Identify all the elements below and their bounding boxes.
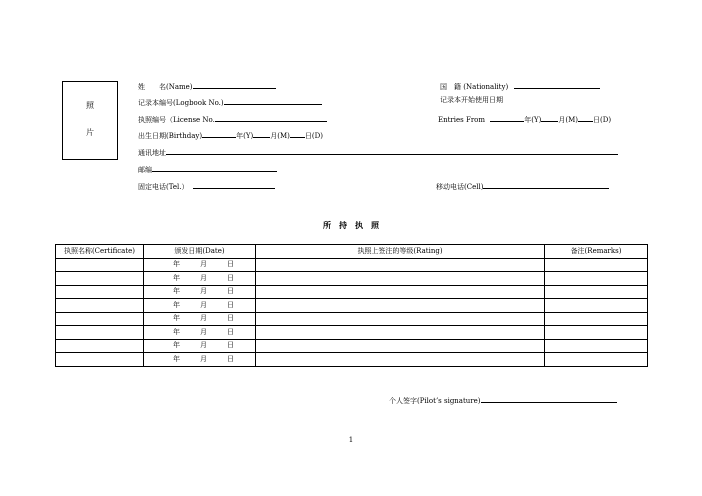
header-date: 颁发日期(Date) <box>144 245 256 259</box>
rating-cell[interactable] <box>256 326 545 340</box>
nationality-field[interactable] <box>514 81 600 89</box>
date-cell[interactable] <box>144 339 256 353</box>
certificate-cell[interactable] <box>56 299 144 313</box>
postcode-label: 邮编 <box>138 166 152 174</box>
license-field[interactable] <box>215 114 327 122</box>
remarks-cell[interactable] <box>545 353 648 367</box>
remarks-cell[interactable] <box>545 299 648 313</box>
remarks-cell[interactable] <box>545 272 648 286</box>
certificate-cell[interactable] <box>56 326 144 340</box>
logbook-row <box>138 97 322 107</box>
date-day-label: 日 <box>227 314 234 323</box>
date-month-label: 月 <box>200 327 207 336</box>
date-cell[interactable] <box>144 299 256 313</box>
tel-row <box>138 181 275 191</box>
birthday-month-label: 月(M) <box>270 132 290 140</box>
table-row <box>56 312 648 326</box>
entries-year-field[interactable] <box>490 114 524 122</box>
signature-field[interactable] <box>481 395 617 403</box>
date-month-label: 月 <box>200 354 207 363</box>
entries-month-label: 月(M) <box>558 116 578 124</box>
date-day-label: 日 <box>227 260 234 269</box>
logbook-start-label: 记录本开始使用日期 <box>440 96 503 104</box>
date-day-label: 日 <box>227 354 234 363</box>
postcode-row <box>138 164 277 174</box>
date-year-label: 年 <box>173 300 180 309</box>
entries-from-label: Entries From <box>438 116 486 124</box>
cell-row <box>436 181 609 191</box>
table-row <box>56 353 648 367</box>
birthday-day-label: 日(D) <box>304 132 323 140</box>
rating-cell[interactable] <box>256 299 545 313</box>
date-year-label: 年 <box>173 260 180 269</box>
licenses-table <box>55 244 648 367</box>
certificate-cell[interactable] <box>56 312 144 326</box>
entries-from-row <box>438 114 611 124</box>
certificate-cell[interactable] <box>56 258 144 272</box>
logbook-field[interactable] <box>224 97 322 105</box>
date-cell[interactable] <box>144 258 256 272</box>
header-remarks: 备注(Remarks) <box>545 245 648 259</box>
date-year-label: 年 <box>173 287 180 296</box>
rating-cell[interactable] <box>256 339 545 353</box>
table-row <box>56 285 648 299</box>
signature-label: 个人签字(Pilot’s signature) <box>389 397 481 405</box>
date-day-label: 日 <box>227 287 234 296</box>
nationality-label: 国 籍 (Nationality) <box>440 83 509 91</box>
cell-label: 移动电话(Cell) <box>436 183 484 191</box>
remarks-cell[interactable] <box>545 339 648 353</box>
license-row <box>138 114 327 124</box>
table-row <box>56 258 648 272</box>
section-title: 所 持 执 照 <box>323 220 379 230</box>
tel-field[interactable] <box>193 181 275 189</box>
nationality-row <box>440 81 600 91</box>
certificate-cell[interactable] <box>56 272 144 286</box>
signature-row <box>389 395 617 405</box>
address-field[interactable] <box>166 147 618 155</box>
postcode-field[interactable] <box>152 164 277 172</box>
name-row <box>138 81 276 91</box>
birthday-label: 出生日期(Birthday) <box>138 132 203 140</box>
date-year-label: 年 <box>173 327 180 336</box>
date-day-label: 日 <box>227 327 234 336</box>
date-month-label: 月 <box>200 273 207 282</box>
birthday-row <box>138 130 323 140</box>
date-month-label: 月 <box>200 300 207 309</box>
remarks-cell[interactable] <box>545 312 648 326</box>
table-row <box>56 272 648 286</box>
date-cell[interactable] <box>144 326 256 340</box>
remarks-cell[interactable] <box>545 258 648 272</box>
table-header-row <box>56 245 648 259</box>
date-month-label: 月 <box>200 287 207 296</box>
date-month-label: 月 <box>200 341 207 350</box>
entries-month-field[interactable] <box>541 114 558 122</box>
name-field[interactable] <box>193 81 276 89</box>
birthday-month-field[interactable] <box>253 130 270 138</box>
address-row <box>138 147 618 157</box>
cell-field[interactable] <box>483 181 609 189</box>
date-year-label: 年 <box>173 273 180 282</box>
page-number: 1 <box>348 436 354 444</box>
table-row <box>56 326 648 340</box>
entries-day-field[interactable] <box>578 114 593 122</box>
date-year-label: 年 <box>173 354 180 363</box>
date-year-label: 年 <box>173 314 180 323</box>
header-rating: 执照上签注的等级(Rating) <box>256 245 545 259</box>
date-year-label: 年 <box>173 341 180 350</box>
date-month-label: 月 <box>200 260 207 269</box>
entries-year-label: 年(Y) <box>524 116 542 124</box>
date-cell[interactable] <box>144 353 256 367</box>
header-certificate: 执照名称(Certificate) <box>56 245 144 259</box>
rating-cell[interactable] <box>256 258 545 272</box>
birthday-year-field[interactable] <box>202 130 236 138</box>
rating-cell[interactable] <box>256 272 545 286</box>
date-day-label: 日 <box>227 273 234 282</box>
certificate-cell[interactable] <box>56 339 144 353</box>
rating-cell[interactable] <box>256 353 545 367</box>
photo-box[interactable] <box>62 81 118 160</box>
photo-label-1: 照 <box>86 101 94 110</box>
birthday-year-label: 年(Y) <box>236 132 254 140</box>
license-label: 执照编号（License No. <box>138 116 215 124</box>
address-label: 通讯地址 <box>138 149 166 157</box>
logbook-label: 记录本编号(Logbook No.) <box>138 99 224 107</box>
remarks-cell[interactable] <box>545 326 648 340</box>
date-cell[interactable] <box>144 285 256 299</box>
table-row <box>56 339 648 353</box>
birthday-day-field[interactable] <box>290 130 305 138</box>
date-cell[interactable] <box>144 312 256 326</box>
date-day-label: 日 <box>227 300 234 309</box>
table-row <box>56 299 648 313</box>
photo-label-2: 片 <box>86 128 94 137</box>
date-cell[interactable] <box>144 272 256 286</box>
tel-label: 固定电话(Tel.） <box>138 183 189 191</box>
date-day-label: 日 <box>227 341 234 350</box>
certificate-cell[interactable] <box>56 353 144 367</box>
date-month-label: 月 <box>200 314 207 323</box>
name-label: 姓 名(Name) <box>138 83 193 91</box>
rating-cell[interactable] <box>256 285 545 299</box>
remarks-cell[interactable] <box>545 285 648 299</box>
rating-cell[interactable] <box>256 312 545 326</box>
certificate-cell[interactable] <box>56 285 144 299</box>
entries-day-label: 日(D) <box>593 116 612 124</box>
